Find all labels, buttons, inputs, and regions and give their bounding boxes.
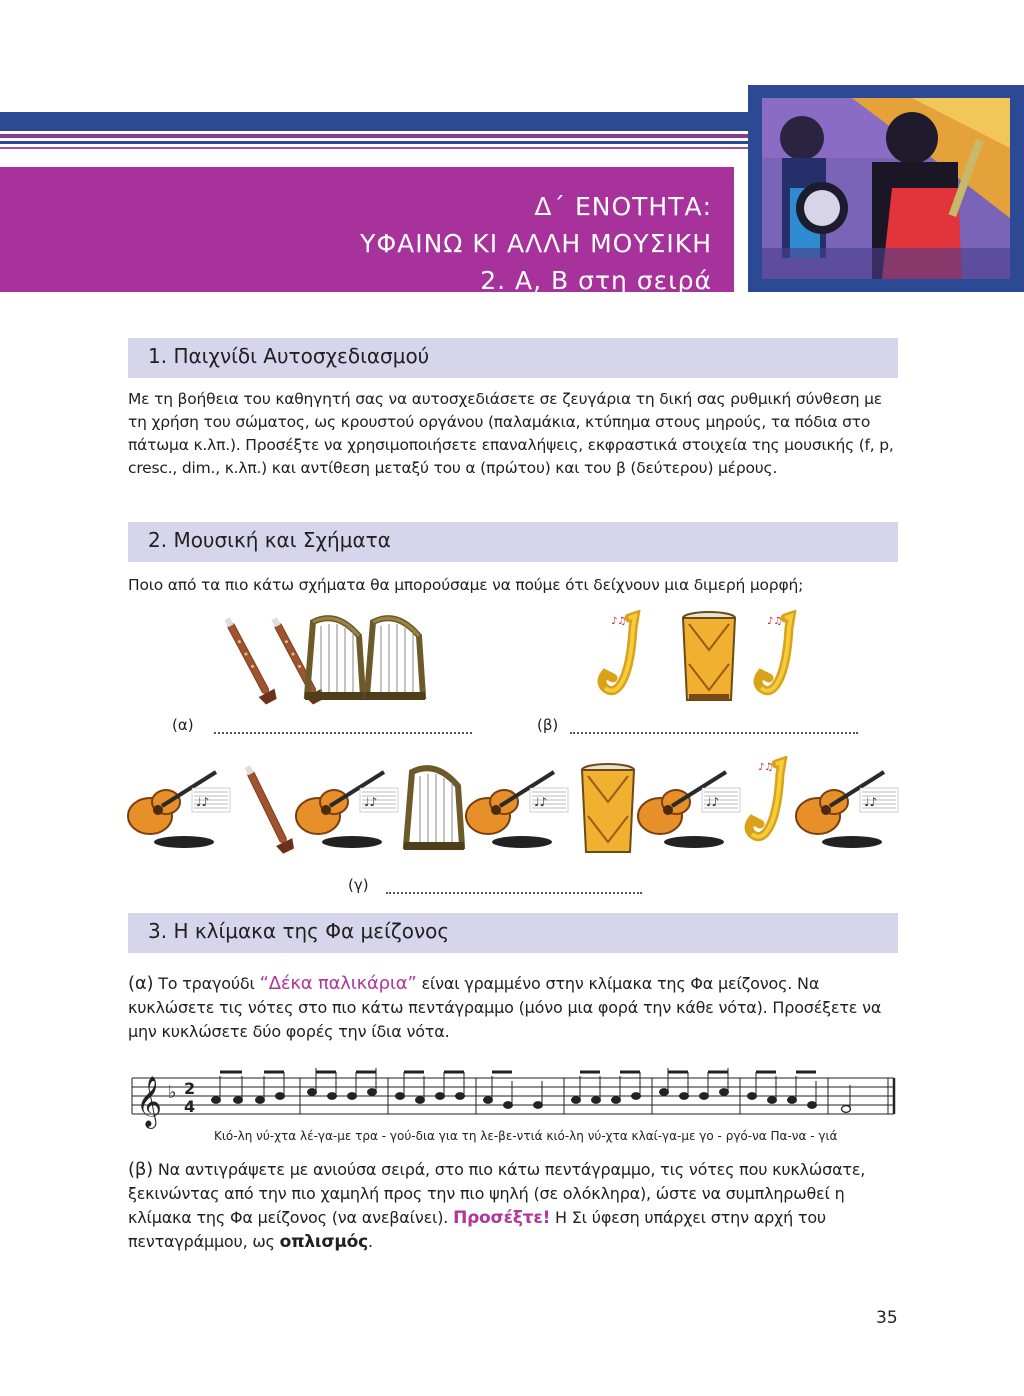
- section-1-header: [128, 338, 898, 378]
- section-2-header: [128, 522, 898, 562]
- note-head: [234, 1097, 243, 1104]
- section-1-title: 1. Παιχνίδι Αυτοσχεδιασμού: [148, 344, 430, 368]
- header-stripe: [0, 147, 748, 149]
- note-head: [484, 1097, 493, 1104]
- header-stripe: [0, 134, 748, 138]
- note-head: [572, 1097, 581, 1104]
- section-3-part-a: [128, 972, 898, 1044]
- section-2-question: Ποιο από τα πιο κάτω σχήματα θα μπορούσαμε να πούμε ότι δείχνουν μια διμερή μορφή;: [128, 576, 804, 594]
- note-head: [720, 1089, 729, 1096]
- part-b-text-mid: Η Σι ύφεση υπάρχει στην αρχή του πενταγράμμου, ως: [128, 1208, 826, 1251]
- note-head: [456, 1093, 465, 1100]
- unit-title-line3: 2. Α, Β στη σειρά: [480, 266, 712, 295]
- note-head: [808, 1102, 817, 1109]
- note-head: [276, 1093, 285, 1100]
- answer-label-a: (α): [172, 716, 194, 734]
- answer-line-b[interactable]: [570, 732, 858, 734]
- note-head: [660, 1089, 669, 1096]
- part-a-text-pre: Το τραγούδι: [153, 974, 260, 993]
- note-head: [680, 1093, 689, 1100]
- note-head: [348, 1093, 357, 1100]
- treble-clef-icon: 𝄞: [136, 1076, 163, 1127]
- music-staff: [128, 1056, 898, 1146]
- song-title: “Δέκα παλικάρια”: [259, 973, 417, 994]
- shape-row-c: ♪♫: [126, 756, 906, 866]
- section-3-title: 3. Η κλίμακα της Φα μείζονος: [148, 919, 450, 943]
- note-head: [416, 1097, 425, 1104]
- note-head: [504, 1102, 513, 1109]
- note-head: [612, 1097, 621, 1104]
- note-head: [256, 1097, 265, 1104]
- armor-word: οπλισμός: [279, 1232, 369, 1252]
- note-head: [748, 1093, 757, 1100]
- answer-line-c[interactable]: [386, 892, 642, 894]
- note-head: [534, 1102, 543, 1109]
- note-head: [842, 1106, 851, 1113]
- note-head: [632, 1093, 641, 1100]
- answer-label-b: (β): [537, 716, 559, 734]
- note-head: [700, 1093, 709, 1100]
- time-sig-bottom: 4: [184, 1097, 196, 1116]
- part-a-label: (α): [128, 973, 154, 994]
- unit-title: [360, 188, 712, 299]
- note-head: [328, 1093, 337, 1100]
- note-head: [768, 1097, 777, 1104]
- note-head: [436, 1093, 445, 1100]
- note-head: [788, 1097, 797, 1104]
- song-lyrics: Κιό-λη νύ-χτα λέ-γα-με τρα - γού-δια για τη λε-βε-ντιά κιό-λη νύ-χτα κλαί-γα-με γο - ργό-να Πα-να - γιά: [214, 1129, 838, 1143]
- part-b-text-pre: Να αντιγράψετε με ανιούσα σειρά, στο πιο κάτω πεντάγραμμο, τις νότες που κυκλώσατε, ξεκινώντας από την πιο χαμηλή προς την πιο ψηλή (σε ολόκληρα), ώστε να συμπληρωθεί η κλίμακα της Φα μείζονος (να ανεβαίνει).: [128, 1160, 866, 1227]
- note-head: [592, 1097, 601, 1104]
- note-head: [368, 1089, 377, 1096]
- part-b-label: (β): [128, 1159, 153, 1180]
- section-3-header: [128, 913, 898, 953]
- note-head: [212, 1097, 221, 1104]
- unit-title-line2: ΥΦΑΙΝΩ ΚΙ ΑΛΛΗ ΜΟΥΣΙΚΗ: [360, 229, 712, 258]
- shape-row-a-b: ♪♫ ♩♪: [195, 610, 915, 710]
- part-a-text-post: είναι γραμμένο στην κλίμακα της Φα μείζονος. Να κυκλώσετε τις νότες στο πιο κάτω πεντάγραμμο (μόνο μια φορά την κάθε νότα). Προσέξετε να μην κυκλώσετε δύο φορές την ίδια νότα.: [128, 974, 882, 1041]
- time-sig-top: 2: [184, 1079, 196, 1098]
- attention-word: Προσέξτε!: [453, 1208, 551, 1228]
- flat-sign-icon: ♭: [168, 1082, 177, 1103]
- part-b-text-end: .: [368, 1232, 373, 1251]
- answer-line-a[interactable]: [214, 732, 472, 734]
- section-1-text: Με τη βοήθεια του καθηγητή σας να αυτοσχεδιάσετε σε ζευγάρια τη δική σας ρυθμική σύνθεση με τη χρήση του σώματος, ως κρουστού οργάνου (παλαμάκια, κτύπημα στους μηρούς, τα πόδια στο πάτωμα κ.λπ.). Προσέξτε να χρησιμοποιήσετε επαναλήψεις, εκφραστικά στοιχεία της μουσικής (f, p, cresc., dim., κ.λπ.) και αντίθεση μεταξύ του α (πρώτου) και του β (δεύτερου) μέρους.: [128, 390, 894, 477]
- header-stripe: [0, 141, 748, 144]
- section-3-part-b: [128, 1158, 898, 1254]
- page-number: 35: [876, 1308, 898, 1328]
- answer-label-c: (γ): [348, 876, 369, 894]
- note-head: [308, 1089, 317, 1096]
- musicians-painting: [762, 98, 1010, 279]
- header-stripe: [0, 112, 748, 131]
- note-head: [396, 1093, 405, 1100]
- section-2-title: 2. Μουσική και Σχήματα: [148, 528, 391, 552]
- unit-title-line1: Δ΄ ΕΝΟΤΗΤΑ:: [534, 192, 712, 221]
